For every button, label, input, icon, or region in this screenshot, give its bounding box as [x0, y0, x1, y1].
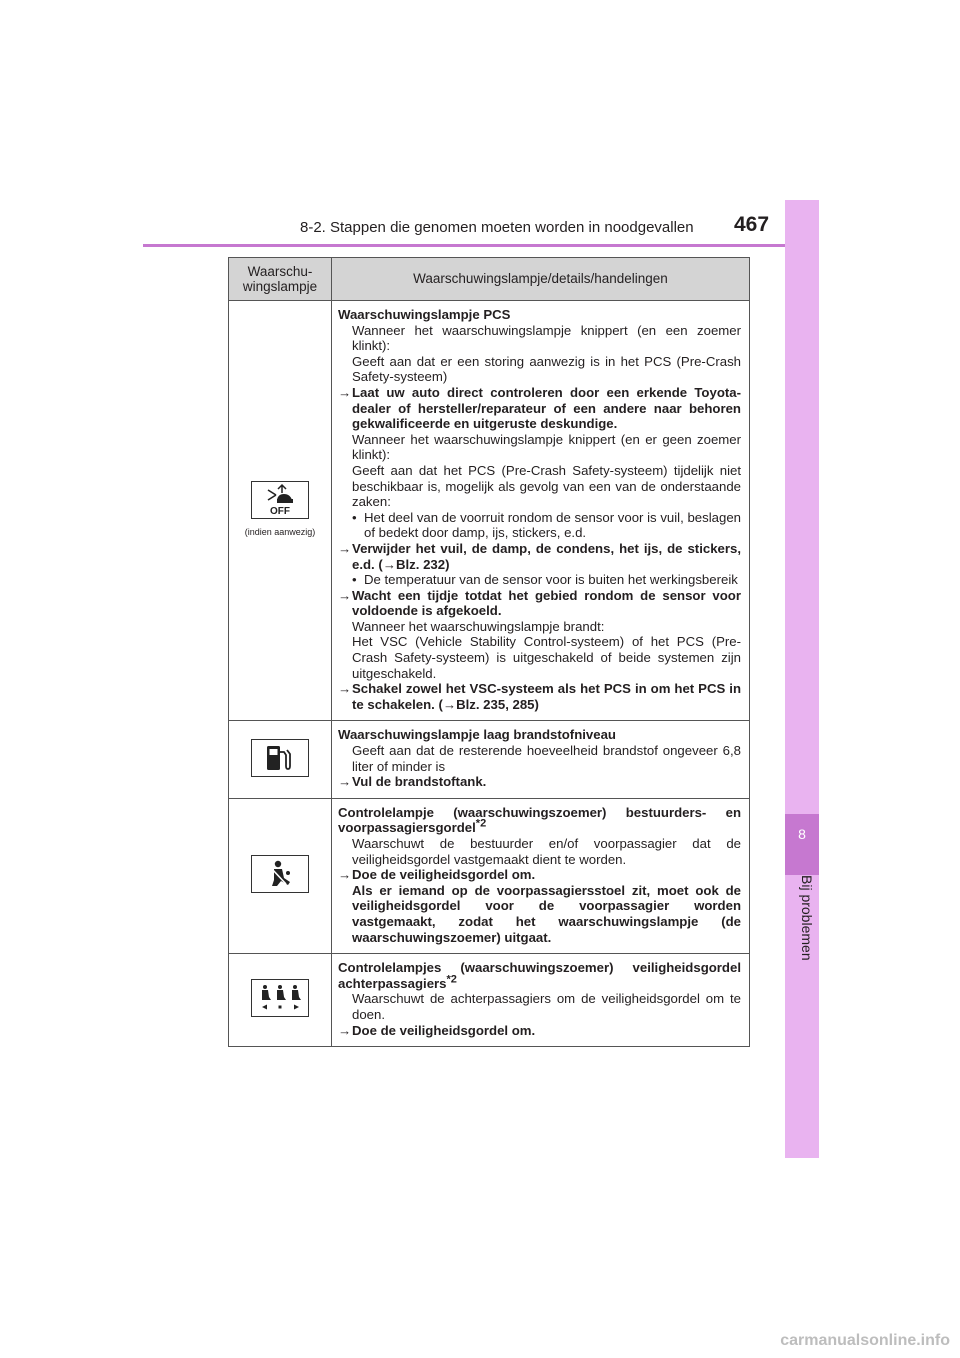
- action-item: [338, 588, 741, 619]
- lamp-title-text: Controlelampjes (waarschuwingszoemer) veiligheidsgordel achterpassagiers: [338, 960, 741, 991]
- action-item: [338, 774, 741, 790]
- description-text: Geeft aan dat er een storing aanwezig is in het PCS (Pre-Crash Safety-systeem): [352, 353, 741, 385]
- page-reference: Blz. 232): [395, 556, 450, 572]
- section-title: 8-2. Stappen die genomen moeten worden in noodgevallen: [300, 219, 694, 236]
- bullet-text: De temperatuur van de sensor voor is buiten het werkingsbereik: [364, 572, 738, 588]
- condition-text: Wanneer het waarschuwingslampje knippert (en een zoemer klinkt):: [352, 322, 741, 354]
- action-text: Schakel zowel het VSC-systeem als het PCS in om het PCS in te schakelen. (: [352, 681, 741, 712]
- lamp-title: Waarschuwingslampje PCS: [338, 307, 511, 322]
- action-item: [338, 541, 741, 572]
- svg-text:OFF: OFF: [270, 505, 290, 517]
- action-item: [338, 681, 741, 712]
- footnote-marker: *2: [446, 973, 457, 986]
- lamp-cell: [229, 798, 332, 953]
- lamp-cell: [229, 301, 332, 721]
- bullet-item: [338, 572, 741, 588]
- bullet-icon: •: [352, 509, 357, 525]
- action-text: Laat uw auto direct controleren door een erkende Toyota-dealer of hersteller/reparateur of een andere naar behoren gekwalificeerde en uitgeruste deskundige.: [352, 384, 741, 432]
- condition-text: Wanneer het waarschuwingslampje knippert (en er geen zoemer klinkt):: [352, 431, 741, 463]
- lamp-title: [338, 960, 741, 991]
- rear-seatbelt-icon: [251, 979, 309, 1017]
- page-number: 467: [734, 213, 770, 236]
- table-row: [229, 301, 750, 721]
- description-text: Waarschuwt de bestuurder en/of voorpassagier dat de veiligheidsgordel vastgemaakt dient te worden.: [352, 836, 741, 867]
- lamp-cell: [229, 954, 332, 1047]
- warning-lights-table: [228, 257, 750, 1047]
- condition-text: Wanneer het waarschuwingslampje brandt:: [352, 618, 605, 634]
- action-text: Vul de brandstoftank.: [352, 774, 487, 790]
- arrow-icon: →: [442, 696, 457, 712]
- action-text: Doe de veiligheidsgordel om.: [352, 1022, 536, 1038]
- bullet-text: Het deel van de voorruit rondom de sensor voor is vuil, beslagen of bedekt door damp, ijs, stickers, e.d.: [364, 509, 741, 541]
- watermark: carmanualsonline.info: [780, 1332, 950, 1349]
- seatbelt-icon: [251, 855, 309, 893]
- description-text: Geeft aan dat het PCS (Pre-Crash Safety-systeem) tijdelijk niet beschikbaar is, mogelijk als gevolg van een van de onderstaande zaken:: [352, 462, 741, 510]
- arrow-icon: →: [338, 587, 352, 603]
- action-text: Doe de veiligheidsgordel om.: [352, 867, 536, 883]
- arrow-icon: →: [382, 556, 396, 572]
- arrow-icon: →: [338, 774, 352, 790]
- bullet-item: [338, 510, 741, 541]
- arrow-icon: →: [338, 384, 352, 400]
- chapter-tab: [785, 200, 819, 1158]
- action-text: Verwijder het vuil, de damp, de condens, het ijs, de stickers, e.d. (: [352, 540, 741, 572]
- description-text: Het VSC (Vehicle Stability Control-systeem) of het PCS (Pre-Crash Safety-systeem) is uitgeschakeld of beide systemen zijn uitgeschakeld.: [352, 634, 741, 681]
- table-header-row: [229, 258, 750, 301]
- lamp-title: Waarschuwingslampje laag brandstofniveau: [338, 727, 616, 743]
- column-header-lamp: Waarschu- wingslampje: [229, 258, 332, 301]
- action-text: Wacht een tijdje totdat het gebied rondom de sensor voor voldoende is afgekoeld.: [352, 587, 741, 619]
- details-cell: [332, 798, 750, 953]
- bullet-icon: •: [352, 572, 357, 588]
- details-cell: [332, 954, 750, 1047]
- details-cell: [332, 301, 750, 721]
- chapter-number: 8: [798, 826, 806, 842]
- lamp-title: [338, 805, 741, 836]
- action-item: [338, 385, 741, 432]
- footnote-marker: *2: [475, 818, 487, 831]
- table-row: [229, 954, 750, 1047]
- arrow-icon: →: [338, 681, 352, 697]
- chapter-tab-marker: [785, 814, 819, 875]
- arrow-icon: →: [338, 540, 352, 556]
- table-row: [229, 798, 750, 953]
- action-item: [338, 1023, 741, 1039]
- details-cell: [332, 721, 750, 798]
- arrow-icon: →: [338, 867, 352, 883]
- action-item: [338, 867, 741, 883]
- column-header-details: Waarschuwingslampje/details/handelingen: [332, 258, 750, 301]
- header-divider: [143, 244, 819, 247]
- pcs-off-icon: [251, 481, 309, 519]
- lamp-cell: [229, 721, 332, 798]
- description-text: Geeft aan dat de resterende hoeveelheid brandstof ongeveer 6,8 liter of minder is: [352, 743, 741, 774]
- arrow-icon: →: [338, 1022, 352, 1038]
- action-detail: Als er iemand op de voorpassagiersstoel zit, moet ook de veiligheidsgordel voor de voorpassagier worden vastgemaakt, zodat het waarschuwingslampje (de waarschuwingszoemer) uitgaat.: [352, 882, 741, 945]
- chapter-label: Bij problemen: [799, 875, 815, 961]
- lamp-title-text: Controlelampje (waarschuwingszoemer) bestuurders- en voorpassagiersgordel: [338, 804, 741, 836]
- table-row: [229, 721, 750, 798]
- icon-note: (indien aanwezig): [244, 527, 316, 538]
- page-reference: Blz. 235, 285): [456, 696, 539, 712]
- description-text: Waarschuwt de achterpassagiers om de veiligheidsgordel om te doen.: [352, 991, 741, 1022]
- fuel-pump-icon: [251, 739, 309, 777]
